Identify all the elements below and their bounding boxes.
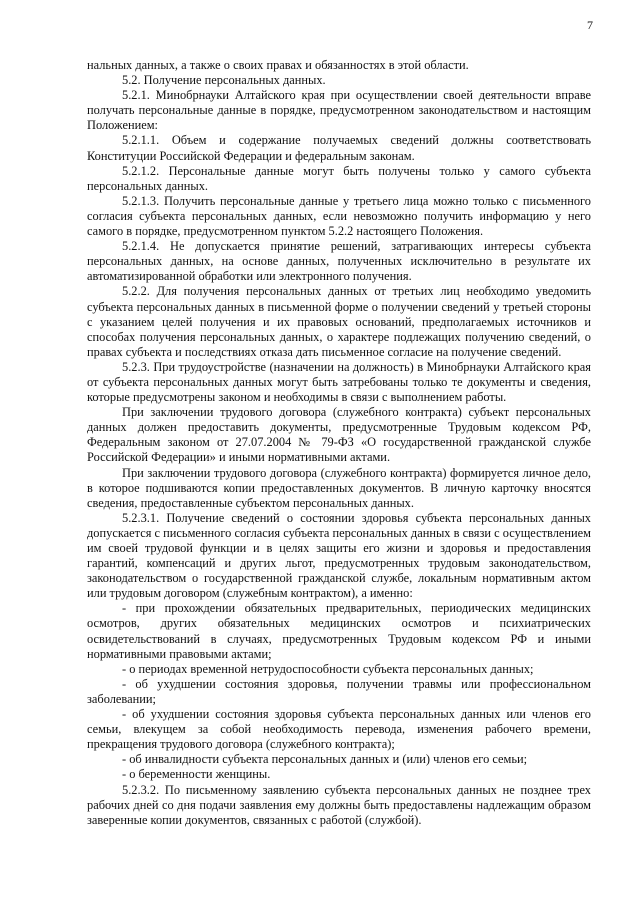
list-item: - об ухудшении состояния здоровья субъекта персональных данных или членов его семьи, влекущем за собой необходимость перевода, изменения рабочего времени, прекращения трудового договора (служебного контракта); xyxy=(87,707,591,752)
paragraph: При заключении трудового договора (служебного контракта) формируется личное дело, в которое подшиваются копии предоставленных документов. В личную карточку вносятся сведения, предоставленные субъектом персональных данных. xyxy=(87,465,591,510)
document-body xyxy=(87,58,591,828)
list-item: - при прохождении обязательных предварительных, периодических медицинских осмотров, других обязательных медицинских осмотров и психиатрических освидетельствований в случаях, предусмотренных Трудовым кодексом РФ и иными нормативными правовыми актами; xyxy=(87,601,591,661)
paragraph: 5.2.1.1. Объем и содержание получаемых сведений должны соответствовать Конституции Российской Федерации и федеральным законам. xyxy=(87,133,591,163)
list-item: - о периодах временной нетрудоспособности субъекта персональных данных; xyxy=(122,661,534,676)
paragraph: 5.2.1.4. Не допускается принятие решений, затрагивающих интересы субъекта персональных данных, на основе данных, полученных исключительно в результате их автоматизированной обработки или электронного получения. xyxy=(87,239,591,284)
list-item: - об ухудшении состояния здоровья, получении травмы или профессиональном заболевании; xyxy=(87,676,591,706)
paragraph: 5.2.3.1. Получение сведений о состоянии здоровья субъекта персональных данных допускается с письменного согласия субъекта персональных данных в связи с осуществлением им своей трудовой функции и в целях защиты его жизни и здоровья и предоставления гарантий, компенсаций и других льгот, предусмотренных трудовым законодательством, законодательством о государственной гражданской службе, локальным нормативным актом или трудовым договором (служебным контрактом), а именно: xyxy=(87,510,591,601)
paragraph: При заключении трудового договора (служебного контракта) субъект персональных данных должен предоставить документы, предусмотренные Трудовым кодексом РФ, Федеральным законом от 27.07.2004 № 79-ФЗ «О государственной гражданской службе Российской Федерации» и иными нормативными актами. xyxy=(87,405,591,465)
list-item: - об инвалидности субъекта персональных данных и (или) членов его семьи; xyxy=(122,752,528,767)
paragraph: 5.2.3.2. По письменному заявлению субъекта персональных данных не позднее трех рабочих дней со дня подачи заявления ему должны быть предоставлены надлежащим образом заверенные копии документов, связанных с работой (службой). xyxy=(87,782,591,827)
paragraph: 5.2. Получение персональных данных. xyxy=(122,73,326,88)
paragraph: 5.2.1. Минобрнауки Алтайского края при осуществлении своей деятельности вправе получать персональные данные в порядке, предусмотренном законодательством и настоящим Положением: xyxy=(87,88,591,133)
paragraph: нальных данных, а также о своих правах и обязанностях в этой области. xyxy=(87,58,469,72)
list-item: - о беременности женщины. xyxy=(122,767,271,782)
page-number: 7 xyxy=(587,18,593,32)
paragraph: 5.2.1.3. Получить персональные данные у третьего лица можно только с письменного согласия субъекта персональных данных, если невозможно получить информацию у него самого в порядке, предусмотренном пунктом 5.2.2 настоящего Положения. xyxy=(87,193,591,239)
paragraph: 5.2.3. При трудоустройстве (назначении на должность) в Минобрнауки Алтайского края от субъекта персональных данных могут быть затребованы только те документы и сведения, которые предусмотрены законом и необходимы в связи с выполнением работы. xyxy=(87,359,591,405)
paragraph: 5.2.1.2. Персональные данные могут быть получены только у самого субъекта персональных данных. xyxy=(87,163,591,193)
paragraph: 5.2.2. Для получения персональных данных от третьих лиц необходимо уведомить субъекта персональных данных в письменной форме о получении сведений у третьей стороны с указанием целей получения и их правовых оснований, предполагаемых источников и способах получения персональных данных, о характере подлежащих получению сведений, о правах субъекта и последствиях отказа дать письменное согласие на получение сведений. xyxy=(87,284,591,359)
